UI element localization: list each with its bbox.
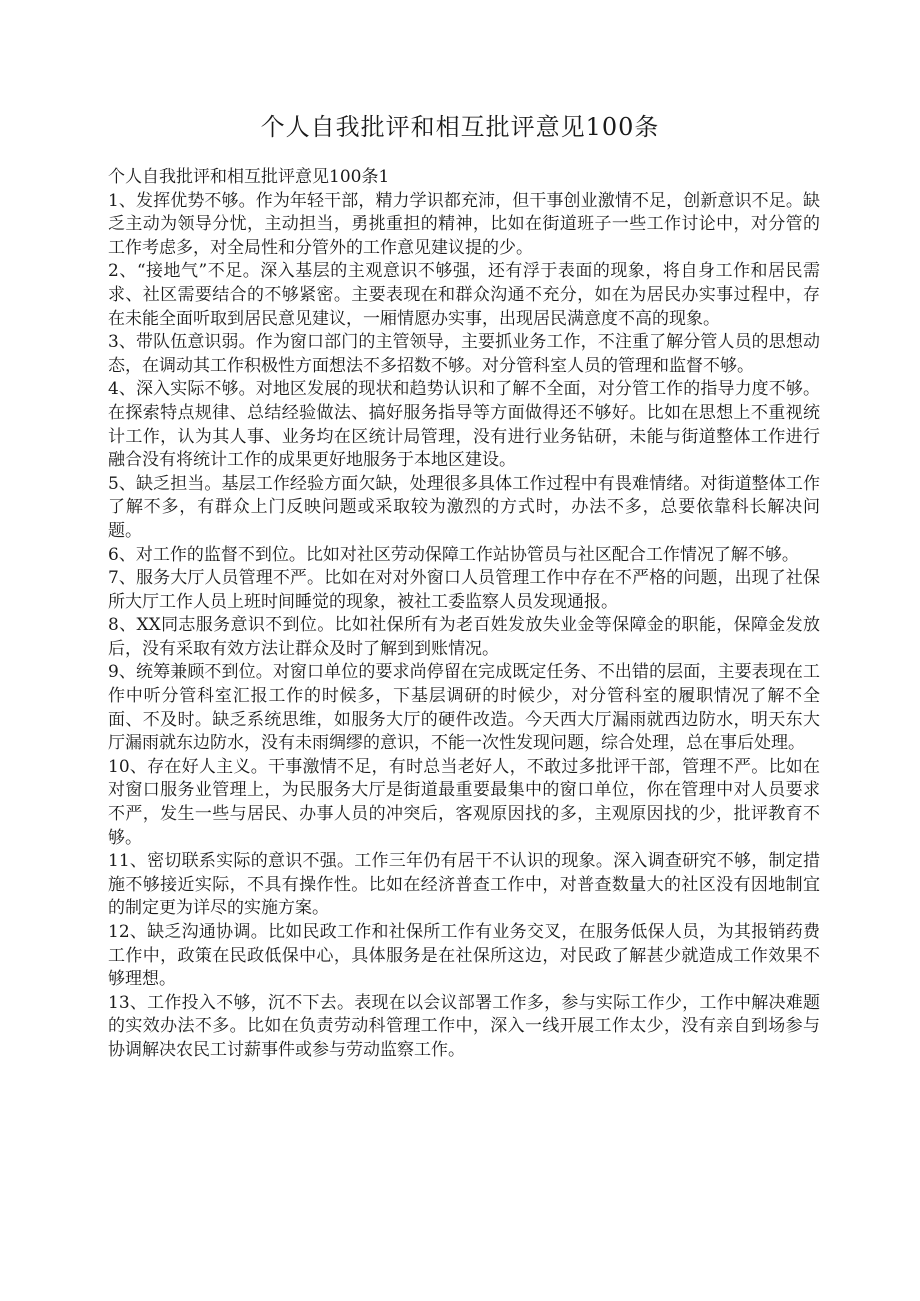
paragraph-item: 5、缺乏担当。基层工作经验方面欠缺，处理很多具体工作过程中有畏难情绪。对街道整体工作了解不多，有群众上门反映问题或采取较为激烈的方式时，办法不多，总要依靠科长解决问题。 [108,473,820,541]
paragraph-item: 6、对工作的监督不到位。比如对社区劳动保障工作站协管员与社区配合工作情况了解不够。 [108,544,799,565]
paragraph-item: 4、深入实际不够。对地区发展的现状和趋势认识和了解不全面，对分管工作的指导力度不够。在探索特点规律、总结经验做法、搞好服务指导等方面做得还不够好。比如在思想上不重视统计工作，认为其人事、业务均在区统计局管理，没有进行业务钻研，未能与街道整体工作进行融合没有将统计工作的成果更好地服务于本地区建设。 [108,379,820,471]
paragraph-item: 1、发挥优势不够。作为年轻干部，精力学识都充沛，但干事创业激情不足，创新意识不足。缺乏主动为领导分忧，主动担当，勇挑重担的精神，比如在街道班子一些工作讨论中，对分管的工作考虑多，对全局性和分管外的工作意见建议提的少。 [108,190,820,258]
paragraph-item: 2、“接地气”不足。深入基层的主观意识不够强，还有浮于表面的现象，将自身工作和居民需求、社区需要结合的不够紧密。主要表现在和群众沟通不充分，如在为居民办实事过程中，存在未能全面听取到居民意见建议，一厢情愿办实事，出现居民满意度不高的现象。 [108,261,820,329]
document-subtitle: 个人自我批评和相互批评意见100条1 [108,167,390,187]
paragraph-item: 13、工作投入不够，沉不下去。表现在以会议部署工作多，参与实际工作少，工作中解决难题的实效办法不多。比如在负责劳动科管理工作中，深入一线开展工作太少，没有亲自到场参与协调解决农民工讨薪事件或参与劳动监察工作。 [108,992,820,1060]
paragraph-item: 10、存在好人主义。干事激情不足，有时总当老好人，不敢过多批评干部，管理不严。比如在对窗口服务业管理上，为民服务大厅是街道最重要最集中的窗口单位，你在管理中对人员要求不严，发生一些与居民、办事人员的冲突后，客观原因找的多，主观原因找的少，批评教育不够。 [108,756,820,848]
paragraph-item: 3、带队伍意识弱。作为窗口部门的主管领导，主要抓业务工作，不注重了解分管人员的思想动态，在调动其工作积极性方面想法不多招数不够。对分管科室人员的管理和监督不够。 [108,332,820,376]
paragraph-item: 11、密切联系实际的意识不强。工作三年仍有居干不认识的现象。深入调查研究不够，制定措施不够接近实际，不具有操作性。比如在经济普查工作中，对普查数量大的社区没有因地制宜的制定更为详尽的实施方案。 [108,851,820,919]
paragraph-item: 9、统筹兼顾不到位。对窗口单位的要求尚停留在完成既定任务、不出错的层面，主要表现在工作中听分管科室汇报工作的时候多，下基层调研的时候少，对分管科室的履职情况了解不全面、不及时。缺乏系统思维，如服务大厅的硬件改造。今天西大厅漏雨就西边防水，明天东大厅漏雨就东边防水，没有未雨绸缪的意识，不能一次性发现问题，综合处理，总在事后处理。 [108,662,820,754]
paragraph-item: 8、XX同志服务意识不到位。比如社保所有为老百姓发放失业金等保障金的职能，保障金发放后，没有采取有效方法让群众及时了解到到账情况。 [108,615,820,659]
paragraph-item: 7、服务大厅人员管理不严。比如在对对外窗口人员管理工作中存在不严格的问题，出现了社保所大厅工作人员上班时间睡觉的现象，被社工委监察人员发现通报。 [108,568,820,612]
document-title: 个人自我批评和相互批评意见100条 [260,113,660,141]
paragraph-item: 12、缺乏沟通协调。比如民政工作和社保所工作有业务交叉，在服务低保人员，为其报销药费工作中，政策在民政低保中心，具体服务是在社保所这边，对民政了解甚少就造成工作效果不够理想。 [108,922,820,990]
document-body [108,166,820,1063]
